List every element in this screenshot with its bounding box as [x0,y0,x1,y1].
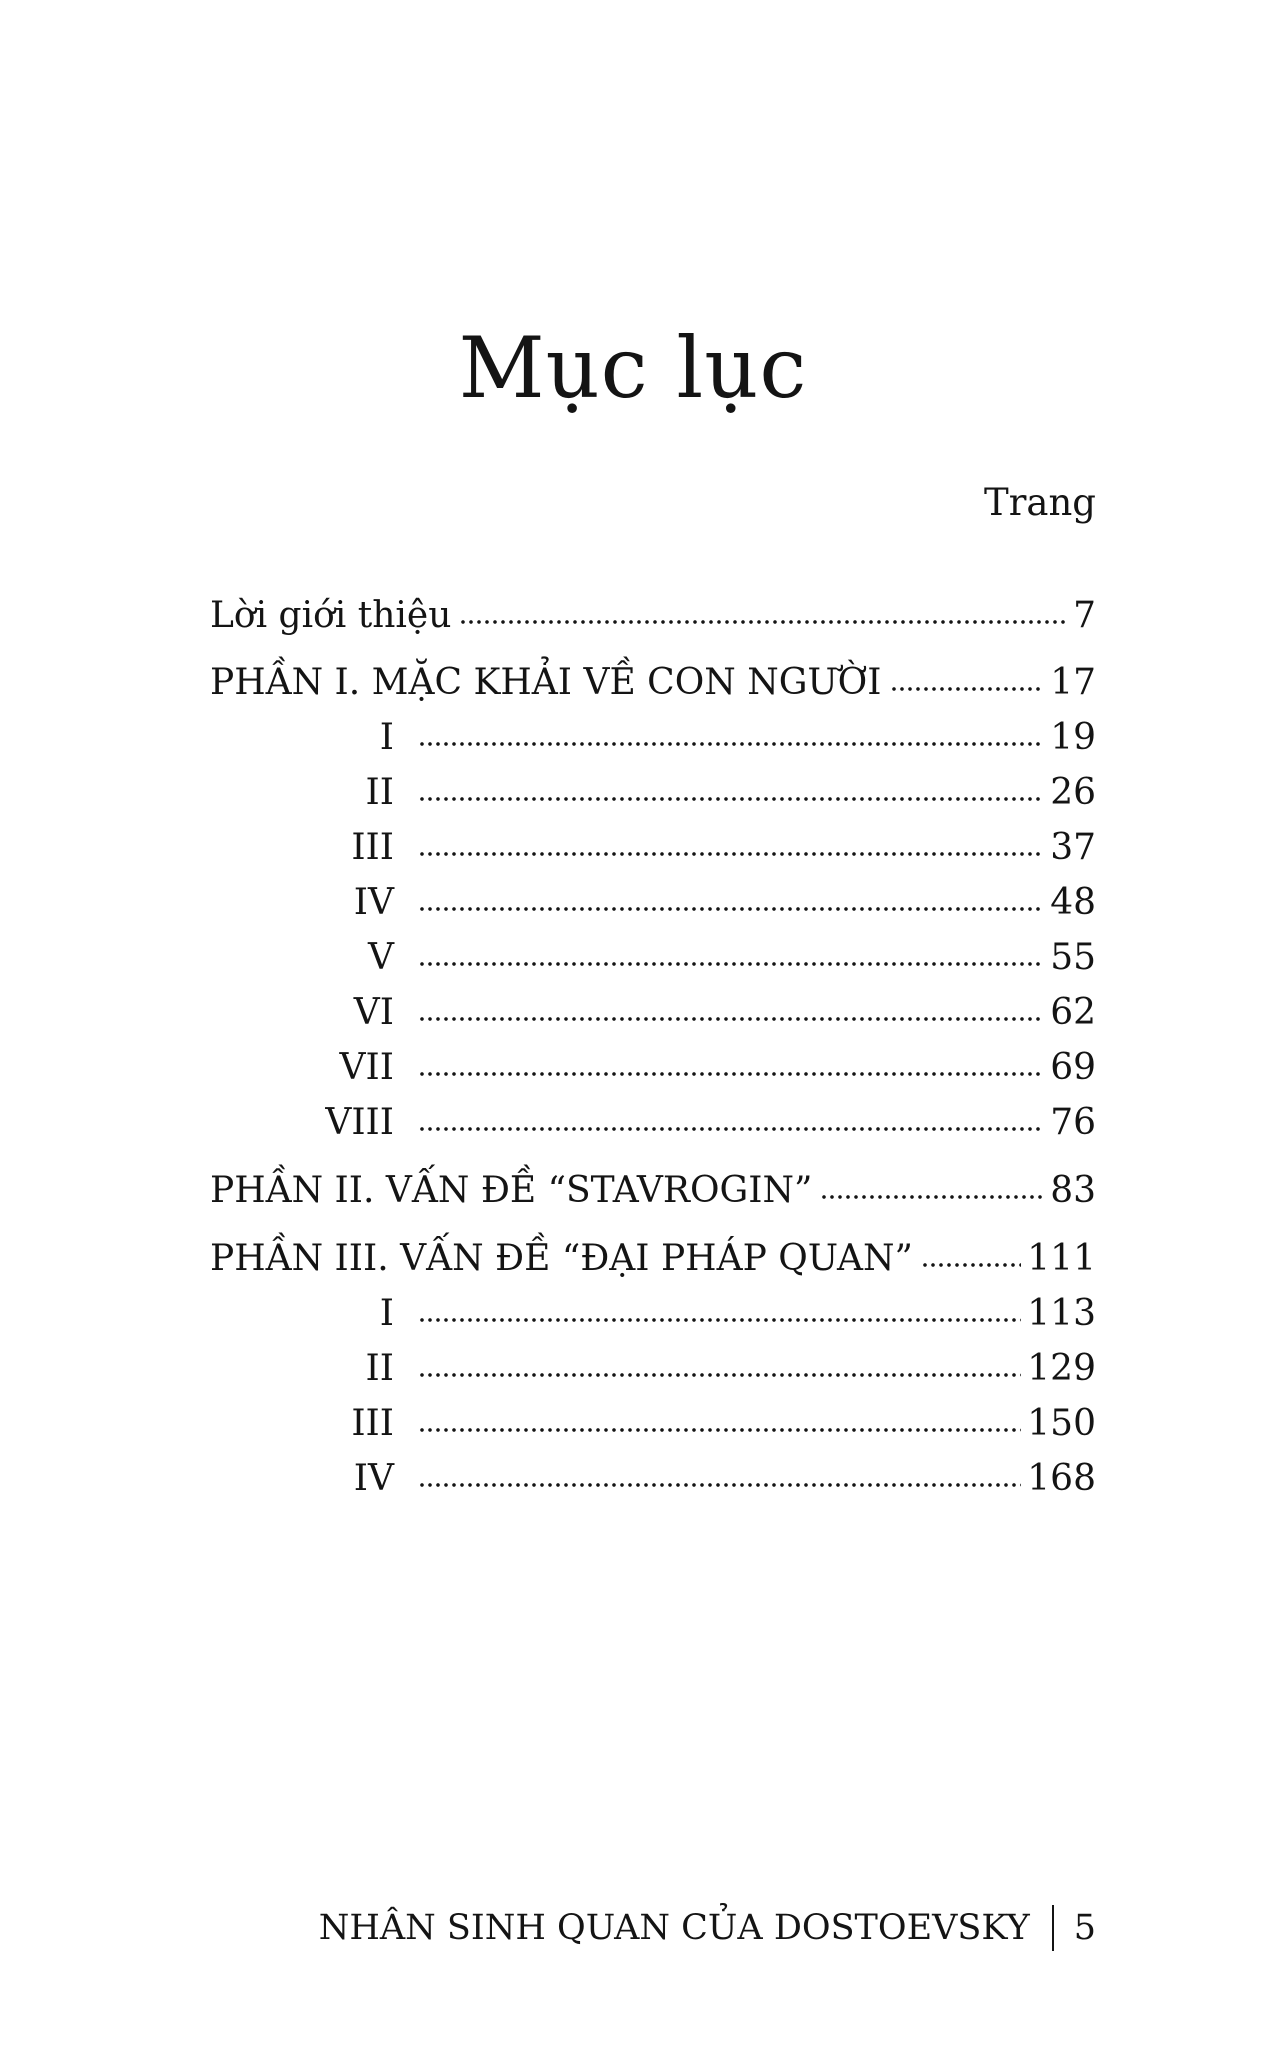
toc-entry-page: 7 [1073,595,1096,636]
page-title: Mục lục [458,319,808,418]
toc-dot-leader [418,1071,1044,1077]
toc-dot-leader [418,1126,1044,1132]
footer-book-title: NHÂN SINH QUAN CỦA DOSTOEVSKY [318,1907,1030,1948]
toc-entry-label: III [351,827,394,868]
page-column-header: Trang [984,481,1096,524]
toc-entry-page: 55 [1050,937,1096,978]
toc-entry-label: VIII [325,1102,394,1143]
toc-entry-page: 17 [1050,662,1096,703]
toc-dot-leader [418,851,1044,857]
toc-entry-label: II [365,1348,394,1389]
toc-entry [210,1238,1096,1279]
toc-entry [210,1458,1096,1499]
toc-entry [210,827,1096,868]
footer-divider [1052,1905,1054,1951]
toc-dot-leader [418,1427,1021,1433]
toc-entry-page: 48 [1050,882,1096,923]
toc-entry-label: PHẦN I. MẶC KHẢI VỀ CON NGƯỜI [210,662,882,703]
toc-entry [210,992,1096,1033]
toc-dot-leader [418,1372,1021,1378]
toc-entry [210,595,1096,636]
toc-entry-page: 111 [1027,1238,1096,1279]
toc-entry-label: IV [353,882,394,923]
toc-dot-leader [418,961,1044,967]
toc-entry [210,717,1096,758]
toc-entry-label: PHẦN II. VẤN ĐỀ “STAVROGIN” [210,1170,813,1211]
running-footer [319,1905,1096,1951]
toc-dot-leader [921,1262,1021,1268]
toc-entry-page: 113 [1027,1293,1096,1334]
toc-entry-label: II [365,772,394,813]
toc-entry-page: 69 [1050,1047,1096,1088]
toc-entry-label: VII [339,1047,394,1088]
toc-entry-page: 26 [1050,772,1096,813]
toc-dot-leader [418,741,1044,747]
toc-entry-label: IV [353,1458,394,1499]
toc-dot-leader [459,619,1067,625]
toc-entry [210,1102,1096,1143]
toc-entry [210,882,1096,923]
toc-dot-leader [820,1194,1044,1200]
toc-dot-leader [418,1016,1044,1022]
toc-entry-page: 83 [1050,1170,1096,1211]
toc-dot-leader [418,1317,1021,1323]
toc-entry-label: V [368,937,394,978]
toc-entry-label: III [351,1403,394,1444]
footer-page-number: 5 [1073,1907,1096,1948]
toc-entry-page: 37 [1050,827,1096,868]
toc-entry-page: 19 [1050,717,1096,758]
toc-entry-label: I [379,717,394,758]
toc-entry-page: 62 [1050,992,1096,1033]
toc-entry-label: VI [353,992,394,1033]
toc-entry [210,772,1096,813]
toc-dot-leader [418,796,1044,802]
toc-entry [210,1170,1096,1211]
toc-entry-page: 168 [1027,1458,1096,1499]
toc-entry-label: I [379,1293,394,1334]
toc-entry-page: 76 [1050,1102,1096,1143]
toc-dot-leader [418,906,1044,912]
toc-entry-page: 150 [1027,1403,1096,1444]
toc-entry [210,1293,1096,1334]
toc-entry [210,1348,1096,1389]
toc-entry [210,1403,1096,1444]
toc-entry [210,1047,1096,1088]
toc-dot-leader [418,1482,1021,1488]
toc-dot-leader [890,686,1045,692]
toc-entry-label: Lời giới thiệu [210,595,452,636]
table-of-contents [210,0,1096,1600]
toc-entry-page: 129 [1027,1348,1096,1389]
toc-entry-label: PHẦN III. VẤN ĐỀ “ĐẠI PHÁP QUAN” [210,1238,913,1279]
toc-entry [210,662,1096,703]
toc-entry [210,937,1096,978]
